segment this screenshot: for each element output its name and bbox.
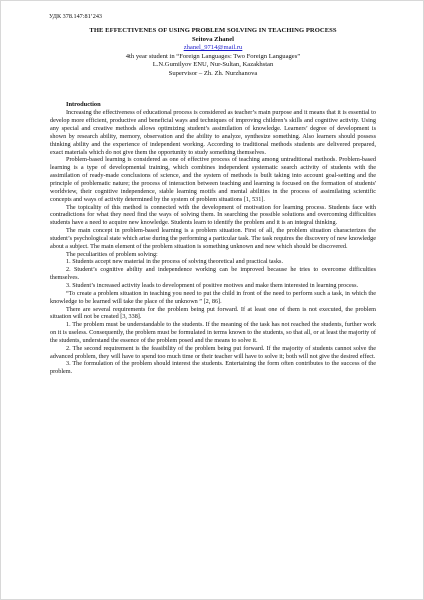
university-line: L.N.Gumilyov ENU, Nur-Sultan, Kazakhstan — [152, 61, 274, 69]
paragraph: There are several requirements for the problem being put forward. If at least one of them is not executed, the problem situation will not be created [3, 338]. — [50, 305, 376, 321]
list-item: 1. The problem must be understandable to the students. If the meaning of the task has not reached the students, further work on it is useless. Consequently, the problem must be formulated in terms known to the students, so that all, or at least the majority of the students, understand the essence of the problem posed and the means to solve it. — [50, 321, 376, 344]
supervisor-line: Supervisor – Zh. Zh. Nurzhanova — [168, 69, 258, 77]
article-title: THE EFFECTIVENES OF USING PROBLEM SOLVING IN TEACHING PROCESS — [89, 27, 337, 34]
article-body — [50, 101, 376, 376]
list-item: 2. Student’s cognitive ability and independence working can be improved because he tries to overcome difficulties themselves. — [50, 266, 376, 282]
list-item: 2. The second requirement is the feasibility of the problem being put forward. If the majority of students cannot solve the advanced problem, they will have to spend too much time or their teacher will have to solve it; both will not give the desired effect. — [50, 344, 376, 360]
list-item: 3. Student’s increased activity leads to development of positive motives and make them interested in learning process. — [66, 281, 359, 289]
quote-paragraph: “To create a problem situation in teaching you need to put the child in front of the need to perform such a task, in which the knowledge to be learned will take the place of the unknown ” [2, 86]. — [50, 289, 376, 305]
paragraph: The main concept in problem-based learning is a problem situation. First of all, the problem situation characterizes the student’s psychological state which arise during the performing a particular task. The task requires the discovery of new knowledge about a subject. The main element of the problem situation is something unknown and new which should be discovered. — [50, 227, 376, 250]
author-affiliation-line: 4th year student in “Foreign Languages: Two Foreign Languages” — [125, 52, 301, 60]
udc-code: УДК 378.147:81’243 — [49, 13, 103, 20]
paragraph: Increasing the effectiveness of educational process is considered as teacher’s main purpose and it means that it is essential to develop more efficient, productive and beneficial ways and techniques of improving children’s skills and cognitive activity. Using any special and creative methods allows optimizing student’s assimilation of knowledge. Learners’ degree of development is shown by research ability, memory, observation and the ability to analyze, synthesize something. Also learners should possess thinking ability and the experience of independent working. According to traditional methods students are delivered prepared, exact materials which do not give them the opportunity to study something themselves. — [50, 109, 376, 156]
list-item: 1. Students accept new material in the process of solving theoretical and practical tasks. — [66, 258, 284, 266]
paragraph: The peculiarities of problem solving: — [66, 250, 158, 258]
list-item: 3. The formulation of the problem should interest the students. Entertaining the form often contributes to the success of the problem. — [50, 360, 376, 376]
paragraph: Problem-based learning is considered as one of effective process of teaching among untraditional methods. Problem-based learning is a type of developmental training, which combines independent systematic search activity of students with the assimilation of ready-made conclusions of science, and the system of methods is built taking into account goal-setting and the principle of problematic nature; the process of interaction between teaching and learning is focused on the formation of students' worldview, their cognitive independence, stable learning motifs and mental abilities in the process of assimilating scientific concepts and ways of activity determined by the system of problem situations [1, 531]. — [50, 156, 376, 203]
article-header — [41, 27, 385, 79]
paragraph: The topicality of this method is connected with the development of motivation for learning process. Students face with contradictions for what they need find the ways of solving them. In searching the possible solutions and overcoming difficulties students have a need to acquire new knowledge. Students learn to identify the problem and it is an integral thinking. — [50, 203, 376, 227]
section-heading: Introduction — [66, 101, 101, 108]
author-email-link[interactable]: zhanel_9714@mail.ru — [183, 44, 243, 52]
author-name: Seitova Zhanel — [192, 35, 234, 43]
